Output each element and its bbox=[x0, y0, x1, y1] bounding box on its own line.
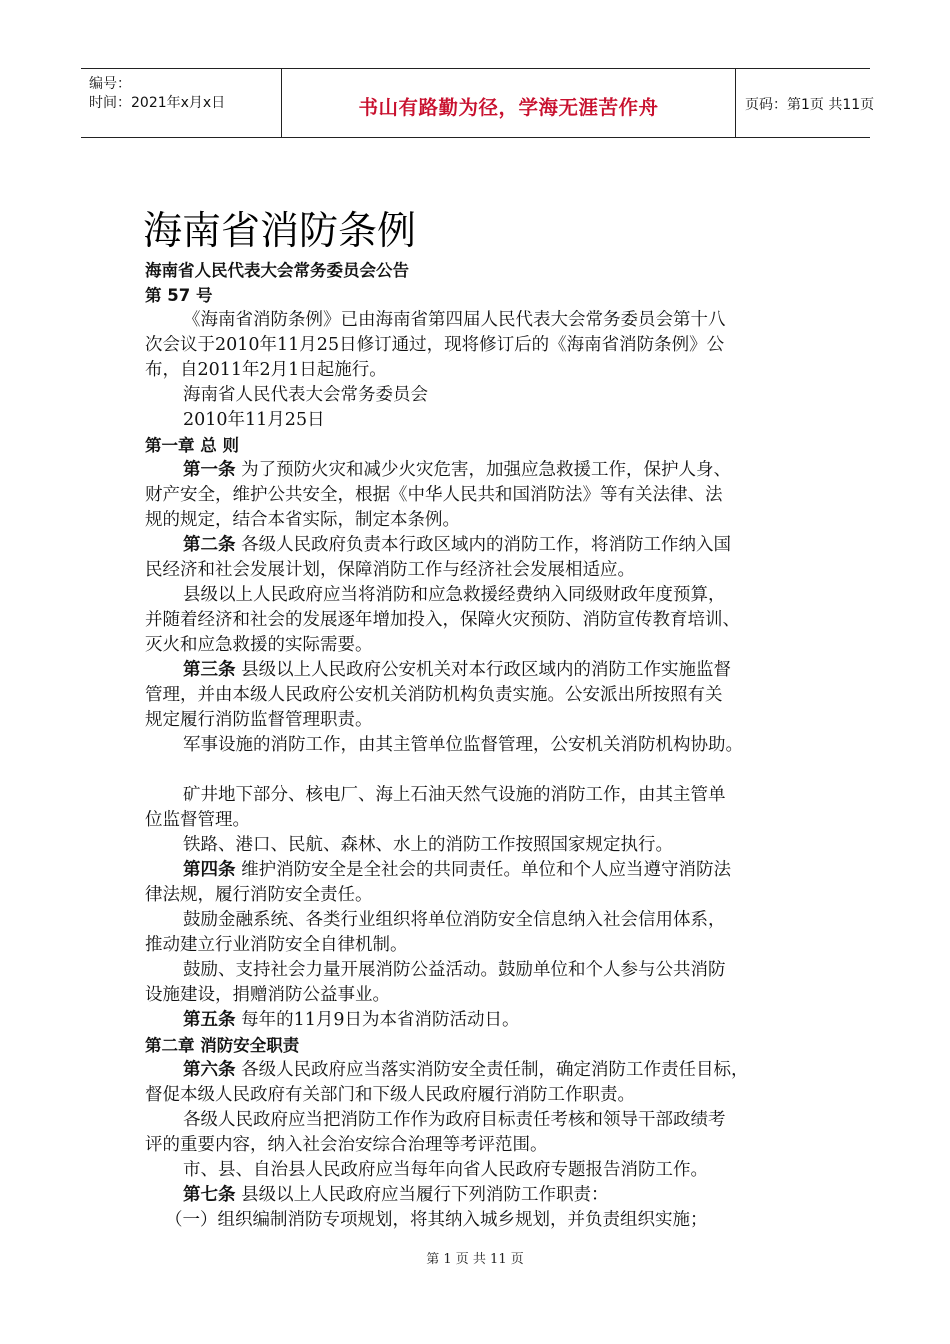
article-line bbox=[145, 1183, 825, 1208]
body-line: 督促本级人民政府有关部门和下级人民政府履行消防工作职责。 bbox=[145, 1085, 635, 1105]
article-label: 第六条 bbox=[183, 1060, 236, 1080]
article-line bbox=[145, 533, 825, 558]
number-label: 编号： bbox=[89, 76, 131, 92]
article-text: 各级人民政府应当落实消防安全责任制，确定消防工作责任目标， bbox=[235, 1060, 749, 1080]
header-motto: 书山有路勤为径，学海无涯苦作舟 bbox=[358, 96, 659, 119]
body-line: 推动建立行业消防安全自律机制。 bbox=[145, 935, 408, 955]
body-line: 《海南省消防条例》已由海南省第四届人民代表大会常务委员会第十八 bbox=[183, 310, 726, 330]
article-label: 第五条 bbox=[183, 1010, 236, 1030]
body-line: 铁路、港口、民航、森林、水上的消防工作按照国家规定执行。 bbox=[183, 835, 673, 855]
body-line: 并随着经济和社会的发展逐年增加投入，保障火灾预防、消防宣传教育培训、 bbox=[145, 610, 740, 630]
article-text: 为了预防火灾和减少火灾危害，加强应急救援工作，保护人身、 bbox=[235, 460, 732, 480]
page-info: 页码：第1页 共11页 bbox=[745, 97, 875, 113]
body-line: 规的规定，结合本省实际，制定本条例。 bbox=[145, 510, 460, 530]
section-heading: 第二章 消防安全职责 bbox=[145, 1036, 300, 1055]
body-line: 县级以上人民政府应当将消防和应急救援经费纳入同级财政年度预算， bbox=[183, 585, 726, 605]
article-line bbox=[145, 458, 825, 483]
article-text: 维护消防安全是全社会的共同责任。单位和个人应当遵守消防法 bbox=[235, 860, 732, 880]
body-line: 规定履行消防监督管理职责。 bbox=[145, 710, 373, 730]
article-label: 第二条 bbox=[183, 535, 236, 555]
body-line: 设施建设，捐赠消防公益事业。 bbox=[145, 985, 390, 1005]
header-center-cell bbox=[281, 69, 736, 137]
body-line: 鼓励金融系统、各类行业组织将单位消防安全信息纳入社会信用体系， bbox=[183, 910, 726, 930]
article-line bbox=[145, 1058, 825, 1083]
header-right-cell bbox=[735, 69, 875, 137]
document-title: 海南省消防条例 bbox=[143, 209, 417, 254]
article-label: 第四条 bbox=[183, 860, 236, 880]
article-label: 第一条 bbox=[183, 460, 236, 480]
body-line: 评的重要内容，纳入社会治安综合治理等考评范围。 bbox=[145, 1135, 548, 1155]
header-table bbox=[81, 68, 875, 138]
section-heading: 海南省人民代表大会常务委员会公告 bbox=[145, 261, 409, 280]
body-line: 2010年11月25日 bbox=[183, 410, 325, 430]
body-line: 管理，并由本级人民政府公安机关消防机构负责实施。公安派出所按照有关 bbox=[145, 685, 723, 705]
article-text: 县级以上人民政府应当履行下列消防工作职责： bbox=[235, 1185, 609, 1205]
article-line bbox=[145, 658, 825, 683]
body-line: 海南省人民代表大会常务委员会 bbox=[183, 385, 428, 405]
body-line: 矿井地下部分、核电厂、海上石油天然气设施的消防工作，由其主管单 bbox=[183, 785, 726, 805]
body-line: 位监督管理。 bbox=[145, 810, 250, 830]
document-body bbox=[145, 258, 825, 1233]
article-label: 第七条 bbox=[183, 1185, 236, 1205]
page-footer: 第 1 页 共 11 页 bbox=[426, 1252, 524, 1267]
section-heading: 第 57 号 bbox=[145, 286, 213, 305]
body-line: 灭火和应急救援的实际需要。 bbox=[145, 635, 373, 655]
body-line: 民经济和社会发展计划，保障消防工作与经济社会发展相适应。 bbox=[145, 560, 635, 580]
body-line: 军事设施的消防工作，由其主管单位监督管理，公安机关消防机构协助。 bbox=[183, 735, 743, 755]
article-text: 县级以上人民政府公安机关对本行政区域内的消防工作实施监督 bbox=[235, 660, 732, 680]
body-line: 市、县、自治县人民政府应当每年向省人民政府专题报告消防工作。 bbox=[183, 1160, 708, 1180]
blank-line bbox=[145, 758, 825, 783]
article-line bbox=[145, 858, 825, 883]
article-text: 各级人民政府负责本行政区域内的消防工作，将消防工作纳入国 bbox=[235, 535, 732, 555]
body-line: 次会议于2010年11月25日修订通过，现将修订后的《海南省消防条例》公 bbox=[145, 335, 725, 355]
body-line: 各级人民政府应当把消防工作作为政府目标责任考核和领导干部政绩考 bbox=[183, 1110, 726, 1130]
time-label: 时间：2021年x月x日 bbox=[89, 95, 226, 111]
body-line: 鼓励、支持社会力量开展消防公益活动。鼓励单位和个人参与公共消防 bbox=[183, 960, 726, 980]
body-line: 布，自2011年2月1日起施行。 bbox=[145, 360, 387, 380]
body-line: 财产安全，维护公共安全，根据《中华人民共和国消防法》等有关法律、法 bbox=[145, 485, 723, 505]
article-text: 每年的11月9日为本省消防活动日。 bbox=[235, 1010, 520, 1030]
article-label: 第三条 bbox=[183, 660, 236, 680]
article-line bbox=[145, 1008, 825, 1033]
body-line: （一）组织编制消防专项规划，将其纳入城乡规划，并负责组织实施； bbox=[165, 1210, 708, 1230]
header-left-cell bbox=[81, 69, 281, 137]
section-heading: 第一章 总 则 bbox=[145, 436, 239, 455]
body-line: 律法规，履行消防安全责任。 bbox=[145, 885, 373, 905]
